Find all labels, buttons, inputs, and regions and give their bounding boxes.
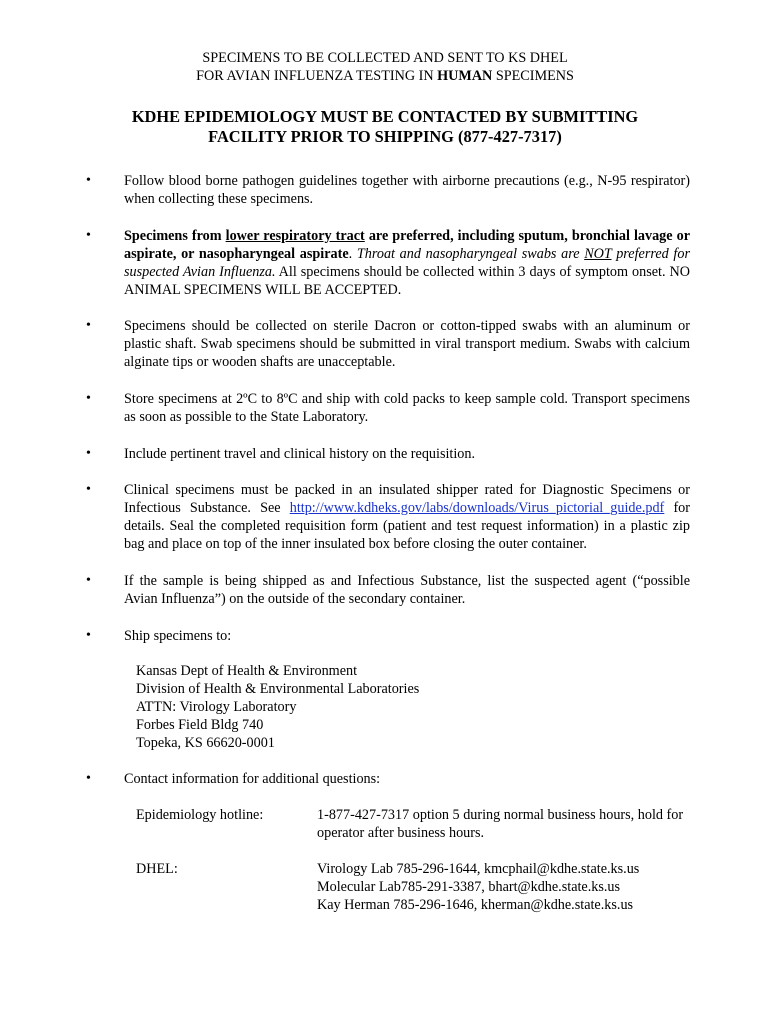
bullet-item-pathogen-guidelines: Follow blood borne pathogen guidelines together with airborne precautions (e.g., N-95 respirator) when collecting these specimens. — [124, 173, 690, 207]
bullet-item-storage: Store specimens at 2ºC to 8ºC and ship with cold packs to keep sample cold. Transport specimens as soon as possible to the State Laboratory. — [124, 391, 690, 425]
header-line-2-bold: HUMAN — [437, 68, 493, 84]
bullet-item-packing — [124, 481, 690, 553]
b2-t4: . — [348, 246, 357, 262]
bullet-marker: • — [86, 446, 91, 461]
address-line: ATTN: Virology Laboratory — [136, 699, 297, 715]
b2-t7: preferred for suspected Avian Influenza. — [124, 246, 690, 280]
b2-t8: All specimens should be collected within 3 days of symptom onset. NO ANIMAL SPECIMENS WILL BE ACCEPTED. — [124, 264, 690, 298]
bullet-marker: • — [86, 628, 91, 643]
dhel-contact-line: Virology Lab 785-296-1644, kmcphail@kdhe.state.ks.us — [317, 861, 640, 877]
header-line-1: SPECIMENS TO BE COLLECTED AND SENT TO KS DHEL — [202, 50, 568, 66]
dhel-contact-line: Molecular Lab785-291-3387, bhart@kdhe.state.ks.us — [317, 879, 621, 895]
dhel-contact-line: Kay Herman 785-296-1646, kherman@kdhe.state.ks.us — [317, 897, 634, 913]
epidemiology-hotline-label: Epidemiology hotline: — [136, 807, 264, 823]
address-line: Forbes Field Bldg 740 — [136, 717, 264, 733]
bullet-marker: • — [86, 573, 91, 588]
bullet-item-preferred-specimens — [124, 227, 690, 299]
address-line: Topeka, KS 66620-0001 — [136, 735, 275, 751]
header-line-2 — [0, 67, 770, 85]
bullet-item-swabs: Specimens should be collected on sterile Dacron or cotton-tipped swabs with an aluminum or plastic shaft. Swab specimens should be submitted in viral transport medium. Swabs with calcium alginate tips or wooden shafts are unacceptable. — [124, 318, 690, 370]
pictorial-guide-link[interactable]: http://www.kdheks.gov/labs/downloads/Virus_pictorial_guide.pdf — [289, 500, 665, 516]
b2-t2: lower respiratory tract — [225, 228, 365, 244]
bullet-marker: • — [86, 391, 91, 406]
title-line-1: KDHE EPIDEMIOLOGY MUST BE CONTACTED BY SUBMITTING — [131, 107, 639, 126]
bullet-marker: • — [86, 228, 91, 243]
bullet-marker: • — [86, 173, 91, 188]
bullet-marker: • — [86, 482, 91, 497]
b6-pre: Clinical specimens must be packed in an insulated shipper rated for Diagnostic Specimens or Infectious Substance. See — [124, 482, 690, 516]
address-line: Kansas Dept of Health & Environment — [136, 663, 358, 679]
b2-t3: are preferred, including sputum, bronchial lavage or aspirate, or nasopharyngeal aspirate — [124, 228, 690, 262]
bullet-marker: • — [86, 318, 91, 333]
title-line-2: FACILITY PRIOR TO SHIPPING (877-427-7317) — [208, 127, 562, 146]
bullet-item-infectious-substance: If the sample is being shipped as and Infectious Substance, list the suspected agent (“possible Avian Influenza”) on the outside of the secondary container. — [124, 573, 690, 607]
header-line-2-post: SPECIMENS — [492, 68, 574, 84]
epidemiology-hotline-value: 1-877-427-7317 option 5 during normal business hours, hold for operator after business hours. — [317, 807, 684, 841]
address-line: Division of Health & Environmental Laboratories — [136, 681, 420, 697]
dhel-label: DHEL: — [136, 861, 178, 877]
header-line-2-pre: FOR AVIAN INFLUENZA TESTING IN — [196, 68, 438, 84]
b2-t5: Throat and nasopharyngeal swabs are — [356, 246, 585, 262]
b2-t1: Specimens from — [124, 228, 226, 244]
b2-t6: NOT — [584, 246, 612, 262]
bullet-item-contact-info: Contact information for additional questions: — [124, 771, 381, 787]
b6-post: for details. Seal the completed requisition form (patient and test request information) in a plastic zip bag and place on top of the inner insulated box before closing the outer container. — [124, 500, 690, 552]
bullet-item-ship-to: Ship specimens to: — [124, 628, 232, 644]
bullet-item-travel-history: Include pertinent travel and clinical history on the requisition. — [124, 446, 476, 462]
bullet-marker: • — [86, 771, 91, 786]
